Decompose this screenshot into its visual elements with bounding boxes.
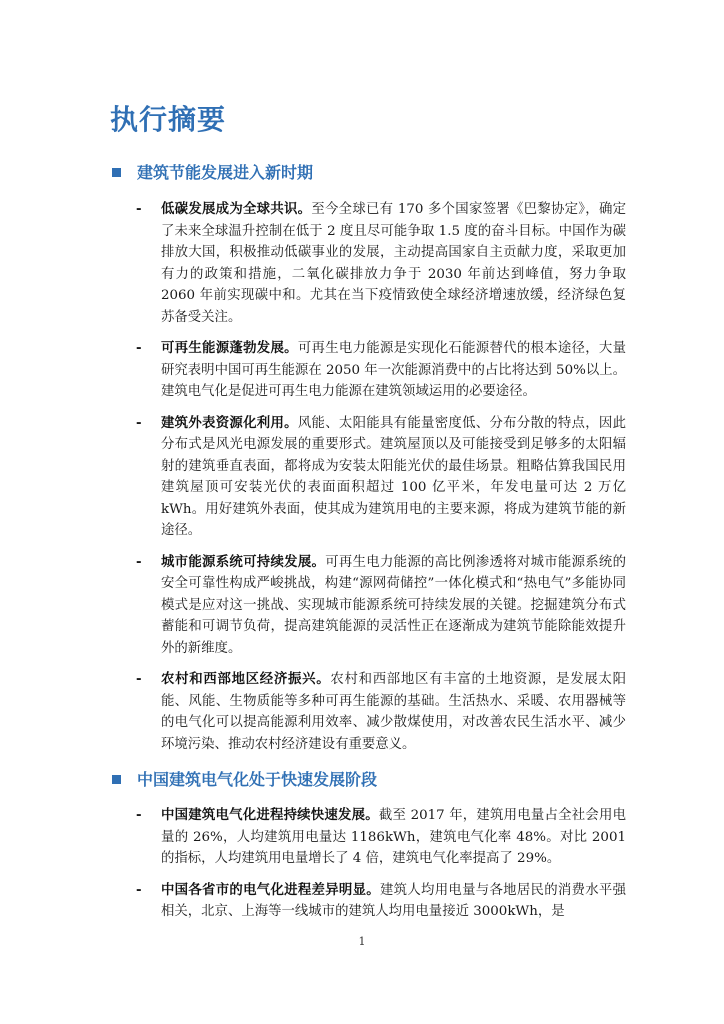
item-text: 农村和西部地区有丰富的土地资源，是发展太阳能、风能、生物质能等多种可再生能源的基础。生活热水、采暖、农用器械等的电气化可以提高能源利用效率、减少散煤使用，对改善农民生活水平、减少环境污染、推动农村经济建设有重要意义。 <box>161 672 627 752</box>
dash-bullet-icon: - <box>136 202 142 217</box>
list-item <box>136 413 626 542</box>
square-bullet-icon <box>112 168 121 177</box>
dash-bullet-icon: - <box>136 882 142 898</box>
item-lead: 建筑外表资源化利用。 <box>161 415 298 431</box>
section-1-list <box>136 199 626 755</box>
page-title: 执行摘要 <box>110 103 227 136</box>
section-2-list <box>136 805 626 923</box>
section-heading-text: 建筑节能发展进入新时期 <box>137 163 314 182</box>
list-item <box>136 805 626 870</box>
dash-bullet-icon: - <box>136 808 142 823</box>
dash-bullet-icon: - <box>136 341 142 356</box>
list-item <box>136 669 626 755</box>
section-heading-text: 中国建筑电气化处于快速发展阶段 <box>137 770 378 789</box>
section-heading-1 <box>112 160 313 183</box>
list-item <box>136 880 626 923</box>
item-lead: 农村和西部地区经济振兴。 <box>161 672 331 687</box>
list-item <box>136 552 626 660</box>
item-lead: 城市能源系统可持续发展。 <box>161 554 326 570</box>
page-number: 1 <box>358 935 366 948</box>
section-heading-2 <box>112 767 377 790</box>
item-lead: 可再生能源蓬勃发展。 <box>161 341 298 356</box>
list-item <box>136 338 626 403</box>
list-item <box>136 199 626 328</box>
item-text: 风能、太阳能具有能量密度低、分布分散的特点，因此分布式是风光电源发展的重要形式。建筑屋顶以及可能接受到足够多的太阳辐射的建筑垂直表面，都将成为安装太阳能光伏的最佳场景。粗略估算我国民用建筑屋顶可安装光伏的表面面积超过 100 亿平米，年发电量可达 2 万亿 kWh。用好建筑外表面，使其成为建筑用电的主要来源，将成为建筑节能的新途径。 <box>161 415 627 538</box>
item-text: 截至 2017 年，建筑用电量占全社会用电量的 26%，人均建筑用电量达 1186kWh，建筑电气化率 48%。对比 2001 的指标，人均建筑用电量增长了 4 倍，建筑电气化率提高了 29%。 <box>161 808 627 866</box>
item-text: 可再生电力能源是实现化石能源替代的根本途径，大量研究表明中国可再生能源在 2050 年一次能源消费中的占比将达到 50%以上。建筑电气化是促进可再生电力能源在建筑领域运用的必要途径。 <box>161 341 627 399</box>
item-lead: 中国各省市的电气化进程差异明显。 <box>161 882 380 898</box>
item-text: 建筑人均用电量与各地居民的消费水平强相关，北京、上海等一线城市的建筑人均用电量接近 3000kWh，是 <box>161 882 627 919</box>
item-lead: 中国建筑电气化进程持续快速发展。 <box>161 808 379 823</box>
item-text: 可再生电力能源的高比例渗透将对城市能源系统的安全可靠性构成严峻挑战，构建“源网荷储控”一体化模式和“热电气”多能协同模式是应对这一挑战、实现城市能源系统可持续发展的关键。挖掘建筑分布式蓄能和可调节负荷，提高建筑能源的灵活性正在逐渐成为建筑节能除能效提升外的新维度。 <box>161 554 627 656</box>
dash-bullet-icon: - <box>136 554 142 570</box>
square-bullet-icon <box>112 775 121 784</box>
item-lead: 低碳发展成为全球共识。 <box>161 202 312 217</box>
dash-bullet-icon: - <box>136 672 142 687</box>
item-text: 至今全球已有 170 多个国家签署《巴黎协定》，确定了未来全球温升控制在低于 2 度且尽可能争取 1.5 度的奋斗目标。中国作为碳排放大国，积极推动低碳事业的发展，主动提高国家自主贡献力度，采取更加有力的政策和措施，二氧化碳排放力争于 2030 年前达到峰值，努力争取 2060 年前实现碳中和。尤其在当下疫情致使全球经济增速放缓，经济绿色复苏备受关注。 <box>161 202 627 325</box>
dash-bullet-icon: - <box>136 415 142 431</box>
